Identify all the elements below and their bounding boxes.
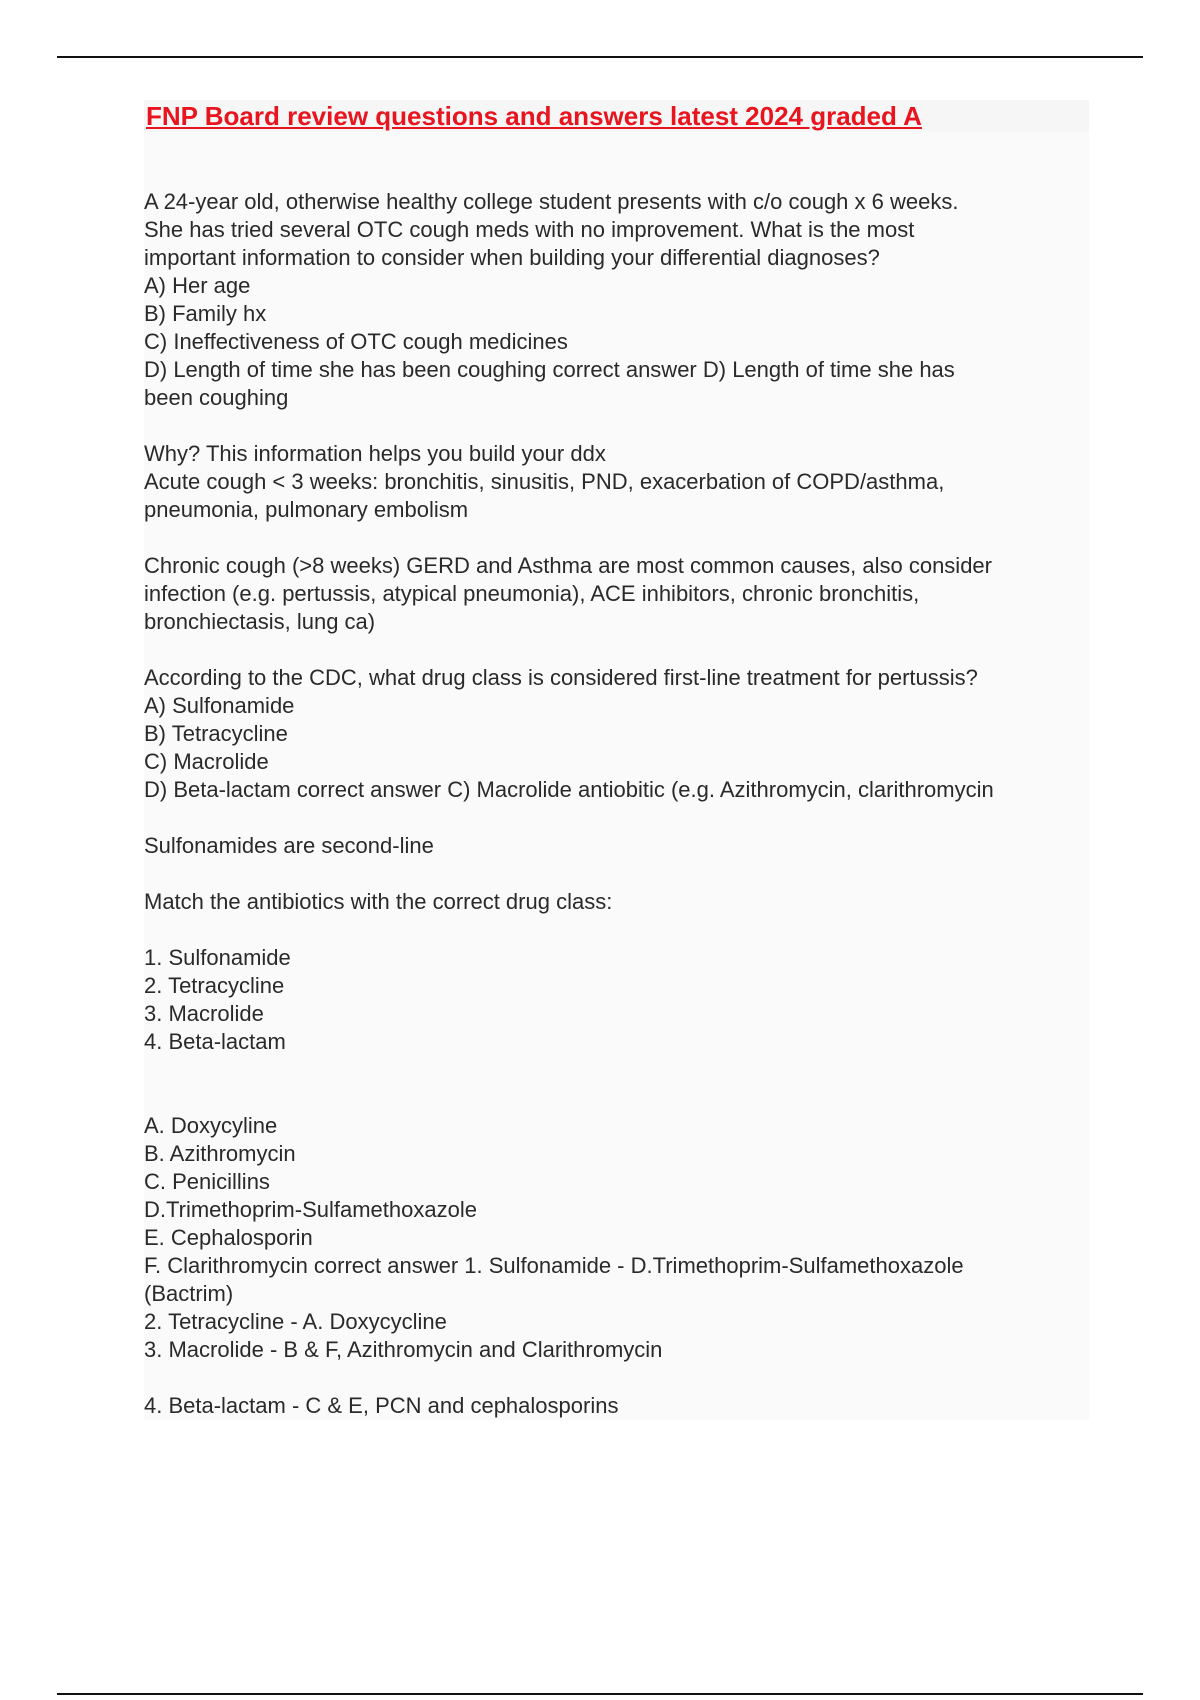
sulfonamide-note <box>144 832 1089 860</box>
option-c: C) Ineffectiveness of OTC cough medicines <box>144 329 568 354</box>
drug-class-list <box>144 944 1089 1056</box>
document-body <box>144 100 1089 1420</box>
list-item: B. Azithromycin <box>144 1141 296 1166</box>
option-a: A) Her age <box>144 273 251 298</box>
option-b: B) Tetracycline <box>144 721 288 746</box>
answer-line: 2. Tetracycline - A. Doxycycline <box>144 1309 447 1334</box>
bottom-rule <box>57 1693 1143 1695</box>
question-1 <box>144 188 1089 412</box>
explanation-line: pneumonia, pulmonary embolism <box>144 497 469 522</box>
antibiotic-list <box>144 1112 1089 1364</box>
list-item: 1. Sulfonamide <box>144 945 291 970</box>
answer-line: 3. Macrolide - B & F, Azithromycin and Clarithromycin <box>144 1337 663 1362</box>
explanation-line: Chronic cough (>8 weeks) GERD and Asthma are most common causes, also consider <box>144 553 992 578</box>
top-rule <box>57 56 1143 58</box>
answer-line: 4. Beta-lactam - C & E, PCN and cephalosporins <box>144 1393 619 1418</box>
question-1-line: She has tried several OTC cough meds with no improvement. What is the most <box>144 217 915 242</box>
chronic-cough-note <box>144 552 1089 636</box>
list-item: C. Penicillins <box>144 1169 270 1194</box>
list-item: E. Cephalosporin <box>144 1225 313 1250</box>
explanation-line: Why? This information helps you build your ddx <box>144 441 606 466</box>
option-a: A) Sulfonamide <box>144 693 295 718</box>
beta-lactam-answer <box>144 1392 1089 1420</box>
list-item-answer: F. Clarithromycin correct answer 1. Sulfonamide - D.Trimethoprim-Sulfamethoxazole <box>144 1253 964 1278</box>
list-item: A. Doxycyline <box>144 1113 278 1138</box>
question-1-line: A 24-year old, otherwise healthy college student presents with c/o cough x 6 weeks. <box>144 189 959 214</box>
document-title: FNP Board review questions and answers latest 2024 graded A <box>144 100 1089 132</box>
option-c: C) Macrolide <box>144 749 269 774</box>
answer-line: (Bactrim) <box>144 1281 234 1306</box>
list-item: 2. Tetracycline <box>144 973 285 998</box>
list-item: D.Trimethoprim-Sulfamethoxazole <box>144 1197 477 1222</box>
question-2 <box>144 664 1089 804</box>
option-d-answer: D) Beta-lactam correct answer C) Macrolide antiobitic (e.g. Azithromycin, clarithromycin <box>144 777 994 802</box>
option-d-answer: D) Length of time she has been coughing correct answer D) Length of time she has <box>144 357 955 382</box>
question-2-line: According to the CDC, what drug class is considered first-line treatment for pertussis? <box>144 665 978 690</box>
list-item: 3. Macrolide <box>144 1001 264 1026</box>
list-item: 4. Beta-lactam <box>144 1029 286 1054</box>
matching-prompt <box>144 888 1089 916</box>
question-3-line: Match the antibiotics with the correct drug class: <box>144 889 613 914</box>
question-1-line: important information to consider when building your differential diagnoses? <box>144 245 880 270</box>
explanation-line: Acute cough < 3 weeks: bronchitis, sinusitis, PND, exacerbation of COPD/asthma, <box>144 469 945 494</box>
explanation-line: bronchiectasis, lung ca) <box>144 609 376 634</box>
option-b: B) Family hx <box>144 301 267 326</box>
why-explanation <box>144 440 1089 524</box>
explanation-line: infection (e.g. pertussis, atypical pneumonia), ACE inhibitors, chronic bronchitis, <box>144 581 920 606</box>
explanation-line: Sulfonamides are second-line <box>144 833 434 858</box>
option-d-answer: been coughing <box>144 385 289 410</box>
